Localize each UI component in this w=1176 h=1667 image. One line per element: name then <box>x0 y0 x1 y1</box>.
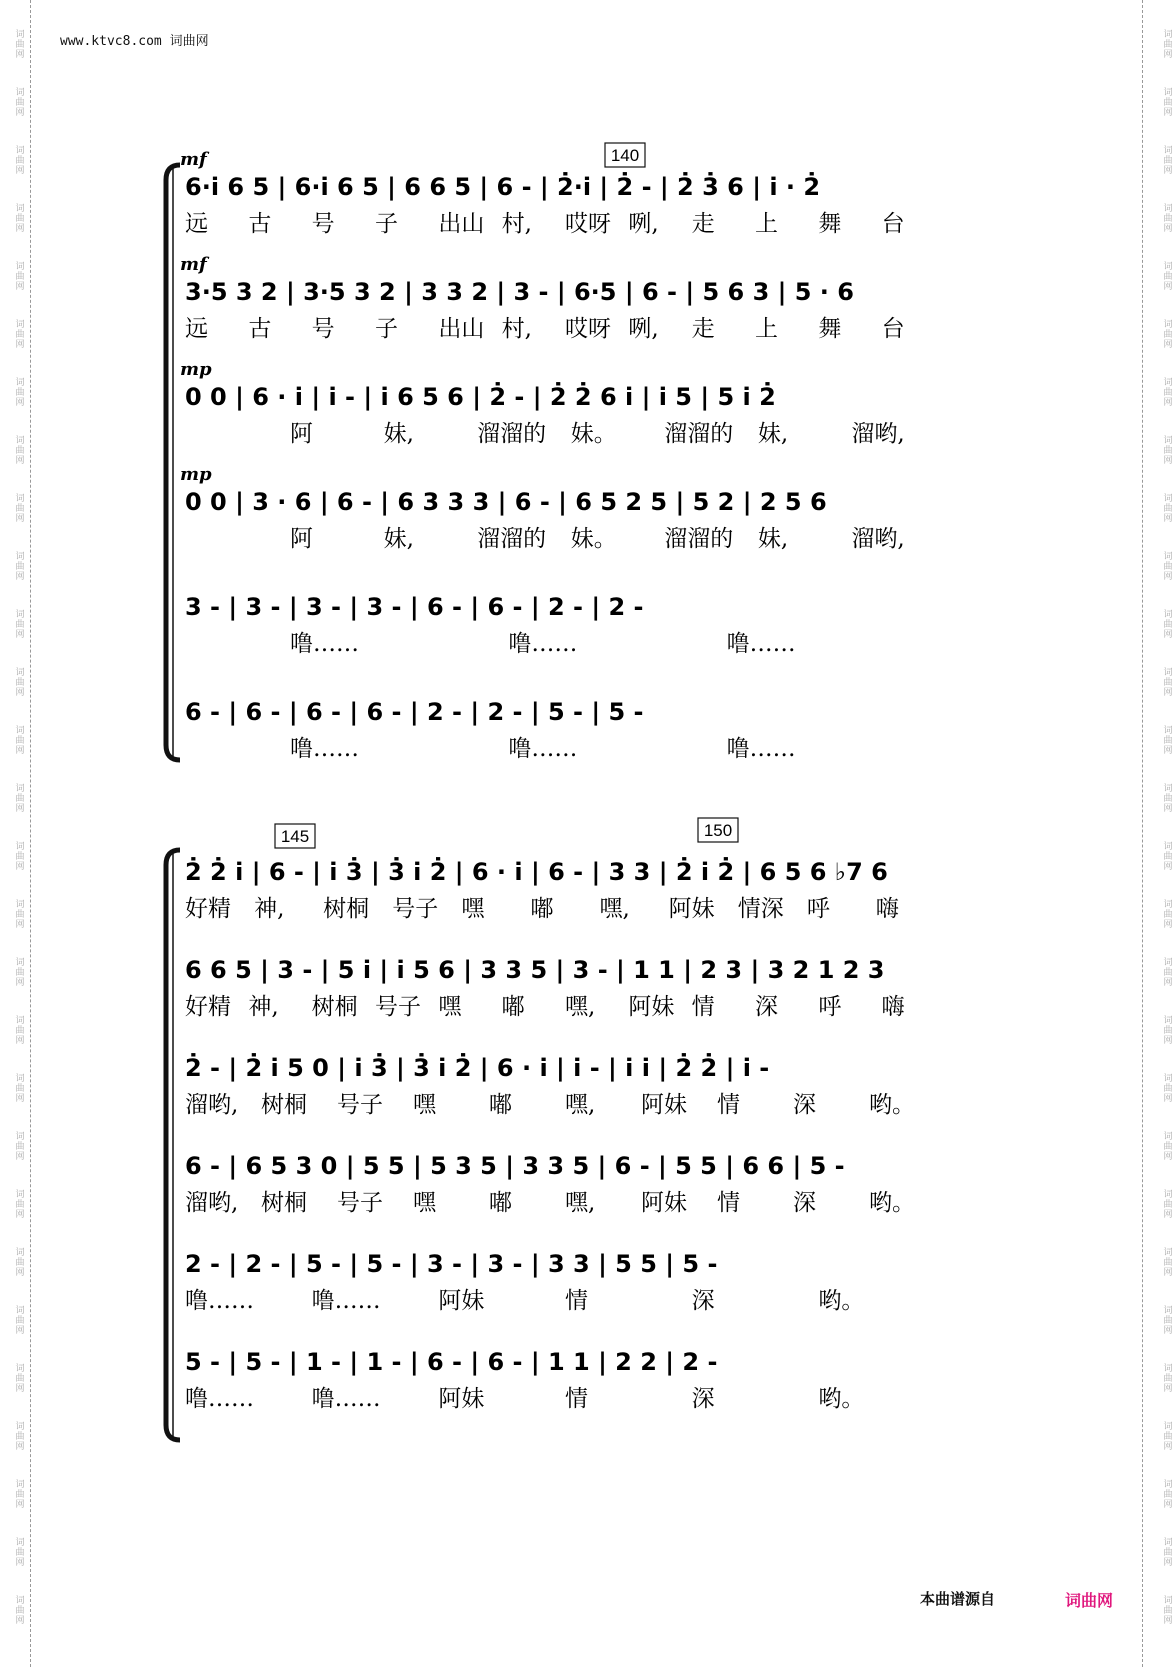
lyric-syllable: 号子 <box>337 1190 383 1216</box>
watermark-text: 词 曲 网 <box>15 1190 25 1220</box>
watermark-text: 词 曲 网 <box>1163 784 1173 814</box>
watermark-text: 词 曲 网 <box>1163 1074 1173 1104</box>
lyric-syllable: 哟。 <box>818 1386 865 1412</box>
lyric-syllable: 哟。 <box>869 1092 915 1118</box>
watermark-text: 词 曲 网 <box>15 1074 25 1104</box>
lyric-syllable: 号子 <box>337 1092 383 1118</box>
lyric-syllable: 噜…… <box>185 1288 254 1314</box>
lyric-syllable: 情深 <box>737 896 784 922</box>
lyric-syllable: 嘿 <box>438 994 462 1020</box>
lyric-syllable: 噜…… <box>726 736 796 762</box>
lyric-syllable: 呼 <box>806 896 830 922</box>
watermark-text: 词 曲 网 <box>15 204 25 234</box>
lyric-syllable: 哎呀 <box>565 316 611 342</box>
measure-number-145: 145 <box>280 827 310 846</box>
notation-line: 2̇ - | 2̇ i̇ 5 0 | i̇ 3̇ | 3̇ i̇ 2̇ | 6 · i̇ | i̇ - | i̇ i̇ | 2̇ 2̇ | i̇ - <box>185 1054 770 1082</box>
watermark-text: 词 曲 网 <box>15 900 25 930</box>
lyric-syllable: 号子 <box>392 896 439 922</box>
watermark-text: 词 曲 网 <box>1163 436 1173 466</box>
lyric-syllable: 噜…… <box>508 631 578 657</box>
dynamic-marking: mp <box>180 464 212 485</box>
watermark-text: 词 曲 网 <box>1163 1132 1173 1162</box>
lyric-syllable: 嗨 <box>881 994 905 1020</box>
watermark-text: 词 曲 网 <box>15 30 25 60</box>
watermark-text: 词 曲 网 <box>15 494 25 524</box>
notation-line: 2̇ 2̇ i̇ | 6 - | i̇ 3̇ | 3̇ i̇ 2̇ | 6 · i̇ | 6 - | 3 3 | 2̇ i̇ 2̇ | 6 5 6 ♭7 6 <box>185 858 888 886</box>
lyric-syllable: 子 <box>375 211 398 237</box>
lyric-syllable: 嘟 <box>489 1190 512 1216</box>
lyric-syllable: 远 <box>185 316 208 342</box>
lyric-syllable: 古 <box>248 316 272 342</box>
watermark-text: 词 曲 网 <box>15 668 25 698</box>
lyric-syllable: 阿妹 <box>438 1386 485 1412</box>
lyric-syllable: 树桐 <box>261 1190 307 1216</box>
watermark-text: 词 曲 网 <box>1163 1596 1173 1626</box>
lyric-syllable: 妹, <box>383 526 414 552</box>
lyric-syllable: 阿妹 <box>438 1288 485 1314</box>
notation-line: 2 - | 2 - | 5 - | 5 - | 3 - | 3 - | 3 3 | 5 5 | 5 - <box>185 1250 718 1278</box>
watermark-text: 词 曲 网 <box>1163 726 1173 756</box>
source-header: www.ktvc8.com 词曲网 <box>60 34 209 49</box>
lyric-syllable: 走 <box>691 211 715 237</box>
lyric-syllable: 村, <box>501 316 532 342</box>
notation-line: 6 6 5 | 3 - | 5 i̇ | i̇ 5 6 | 3 3 5 | 3 - | 1 1 | 2 3 | 3 2 1 2 3 <box>185 956 885 984</box>
lyric-syllable: 溜哟, <box>185 1190 239 1216</box>
dynamic-marking: mf <box>180 254 207 275</box>
lyric-syllable: 深 <box>793 1092 816 1118</box>
lyric-syllable: 呼 <box>818 994 842 1020</box>
notation-line: 6 - | 6 - | 6 - | 6 - | 2 - | 2 - | 5 - | 5 - <box>185 698 644 726</box>
watermark-text: 词 曲 网 <box>15 1248 25 1278</box>
lyric-syllable: 咧, <box>628 211 659 237</box>
lyric-syllable: 远 <box>185 211 208 237</box>
watermark-text: 词 曲 网 <box>1163 900 1173 930</box>
lyric-syllable: 噜…… <box>508 736 578 762</box>
lyric-syllable: 嘿, <box>565 994 596 1020</box>
notation-line: 3·5 3 2 | 3·5 3 2 | 3 3 2 | 3 - | 6·5 | 6 - | 5 6 3 | 5 · 6 <box>185 278 854 306</box>
lyric-syllable: 阿妹 <box>668 896 715 922</box>
lyric-syllable: 情 <box>717 1092 740 1118</box>
lyric-syllable: 神, <box>254 896 285 922</box>
watermark-text: 词 曲 网 <box>1163 1248 1173 1278</box>
lyric-syllable: 出山 <box>438 316 485 342</box>
watermark-text: 词 曲 网 <box>15 1538 25 1568</box>
watermark-text: 词 曲 网 <box>1163 1480 1173 1510</box>
lyric-syllable: 噜…… <box>185 1386 254 1412</box>
lyric-syllable: 村, <box>501 211 532 237</box>
lyric-syllable: 哟。 <box>869 1190 915 1216</box>
lyric-syllable: 台 <box>881 316 905 342</box>
lyric-syllable: 妹, <box>757 526 789 552</box>
lyric-syllable: 阿 <box>290 526 313 552</box>
lyric-syllable: 噜…… <box>290 631 359 657</box>
watermark-text: 词 曲 网 <box>15 1306 25 1336</box>
watermark-text: 词 曲 网 <box>1163 1364 1173 1394</box>
lyric-syllable: 溜溜的 <box>664 526 734 552</box>
lyric-syllable: 溜哟, <box>185 1092 239 1118</box>
lyric-syllable: 出山 <box>438 211 485 237</box>
lyric-syllable: 阿 <box>290 421 313 447</box>
watermark-text: 词 曲 网 <box>15 784 25 814</box>
lyric-syllable: 嘟 <box>489 1092 512 1118</box>
lyric-syllable: 号子 <box>375 994 421 1020</box>
lyric-syllable: 妹。 <box>570 421 617 447</box>
watermark-text: 词 曲 网 <box>15 726 25 756</box>
lyric-syllable: 溜溜的 <box>664 421 734 447</box>
lyric-syllable: 妹, <box>383 421 414 447</box>
watermark-text: 词 曲 网 <box>15 146 25 176</box>
dynamic-marking: mp <box>180 359 212 380</box>
watermark-text: 词 曲 网 <box>1163 1190 1173 1220</box>
watermark-text: 词 曲 网 <box>15 610 25 640</box>
watermark-text: 词 曲 网 <box>15 842 25 872</box>
watermark-text: 词 曲 网 <box>1163 1422 1173 1452</box>
lyric-syllable: 嘿 <box>413 1190 436 1216</box>
lyric-syllable: 情 <box>691 994 715 1020</box>
lyric-syllable: 台 <box>881 211 905 237</box>
watermark-text: 词 曲 网 <box>1163 668 1173 698</box>
lyric-syllable: 上 <box>755 211 778 237</box>
lyric-syllable: 走 <box>691 316 715 342</box>
watermark-text: 词 曲 网 <box>1163 494 1173 524</box>
lyric-syllable: 嘿, <box>565 1190 596 1216</box>
lyric-syllable: 情 <box>565 1386 588 1412</box>
footer-site-link[interactable]: 词曲网 <box>1065 1591 1114 1610</box>
watermark-text: 词 曲 网 <box>1163 610 1173 640</box>
watermark-text: 词 曲 网 <box>15 958 25 988</box>
notation-line: 3 - | 3 - | 3 - | 3 - | 6 - | 6 - | 2 - | 2 - <box>185 593 644 621</box>
lyric-syllable: 深 <box>691 1288 715 1314</box>
watermark-text: 词 曲 网 <box>1163 88 1173 118</box>
lyric-syllable: 妹, <box>757 421 789 447</box>
dynamic-marking: mf <box>180 149 207 170</box>
lyric-syllable: 溜溜的 <box>477 526 547 552</box>
lyric-syllable: 深 <box>793 1190 816 1216</box>
lyric-syllable: 树桐 <box>323 896 370 922</box>
watermark-text: 词 曲 网 <box>1163 378 1173 408</box>
notation-line: 6·i̇ 6 5 | 6·i̇ 6 5 | 6 6 5 | 6 - | 2̇·i̇ | 2̇ - | 2̇ 3̇ 6 | i̇ · 2̇ <box>185 173 821 201</box>
watermark-text: 词 曲 网 <box>1163 320 1173 350</box>
lyric-syllable: 嘟 <box>530 896 554 922</box>
lyric-syllable: 噜…… <box>290 736 359 762</box>
lyric-syllable: 舞 <box>818 211 842 237</box>
watermark-text: 词 曲 网 <box>15 1364 25 1394</box>
lyric-syllable: 号 <box>311 316 335 342</box>
lyric-syllable: 溜溜的 <box>477 421 547 447</box>
lyric-syllable: 号 <box>311 211 335 237</box>
lyric-syllable: 舞 <box>818 316 842 342</box>
watermark-text: 词 曲 网 <box>1163 1306 1173 1336</box>
lyric-syllable: 子 <box>375 316 398 342</box>
watermark-text: 词 曲 网 <box>15 552 25 582</box>
measure-number-140: 140 <box>610 146 640 165</box>
watermark-text: 词 曲 网 <box>1163 552 1173 582</box>
lyric-syllable: 咧, <box>628 316 659 342</box>
lyric-syllable: 情 <box>565 1288 588 1314</box>
notation-line: 5 - | 5 - | 1 - | 1 - | 6 - | 6 - | 1 1 | 2 2 | 2 - <box>185 1348 718 1376</box>
watermark-text: 词 曲 网 <box>15 1596 25 1626</box>
lyric-syllable: 好精 <box>185 994 231 1020</box>
lyric-syllable: 嘟 <box>501 994 525 1020</box>
lyric-syllable: 阿妹 <box>641 1190 687 1216</box>
lyric-syllable: 嘿 <box>461 896 485 922</box>
watermark-text: 词 曲 网 <box>1163 262 1173 292</box>
watermark-text: 词 曲 网 <box>1163 842 1173 872</box>
watermark-text: 词 曲 网 <box>15 378 25 408</box>
watermark-text: 词 曲 网 <box>15 88 25 118</box>
notation-line: 0 0 | 6 · i̇ | i̇ - | i̇ 6 5 6 | 2̇ - | 2̇ 2̇ 6 i̇ | i̇ 5 | 5 i̇ 2̇ <box>185 383 776 411</box>
lyric-syllable: 嘿 <box>413 1092 436 1118</box>
lyric-syllable: 嘿, <box>565 1092 596 1118</box>
watermark-text: 词 曲 网 <box>1163 1016 1173 1046</box>
lyric-syllable: 古 <box>248 211 272 237</box>
watermark-text: 词 曲 网 <box>15 1480 25 1510</box>
lyric-syllable: 溜哟, <box>851 421 905 447</box>
lyric-syllable: 情 <box>717 1190 740 1216</box>
watermark-text: 词 曲 网 <box>1163 30 1173 60</box>
watermark-text: 词 曲 网 <box>15 320 25 350</box>
footer-source-label: 本曲谱源自 <box>920 1590 996 1608</box>
lyric-syllable: 上 <box>755 316 778 342</box>
watermark-text: 词 曲 网 <box>1163 1538 1173 1568</box>
lyric-syllable: 树桐 <box>261 1092 307 1118</box>
lyric-syllable: 嗨 <box>875 896 899 922</box>
lyric-syllable: 溜哟, <box>851 526 905 552</box>
lyric-syllable: 树桐 <box>311 994 358 1020</box>
measure-number-150: 150 <box>703 821 733 840</box>
watermark-text: 词 曲 网 <box>15 1422 25 1452</box>
lyric-syllable: 深 <box>691 1386 715 1412</box>
watermark-text: 词 曲 网 <box>1163 958 1173 988</box>
lyric-syllable: 妹。 <box>570 526 617 552</box>
watermark-text: 词 曲 网 <box>15 436 25 466</box>
lyric-syllable: 嘿, <box>599 896 630 922</box>
lyric-syllable: 哎呀 <box>565 211 611 237</box>
lyric-syllable: 噜…… <box>311 1288 381 1314</box>
lyric-syllable: 阿妹 <box>641 1092 687 1118</box>
lyric-syllable: 好精 <box>185 896 231 922</box>
lyric-syllable: 深 <box>755 994 778 1020</box>
notation-line: 6 - | 6 5 3 0 | 5 5 | 5 3 5 | 3 3 5 | 6 - | 5 5 | 6 6 | 5 - <box>185 1152 845 1180</box>
lyric-syllable: 噜…… <box>726 631 796 657</box>
lyric-syllable: 哟。 <box>818 1288 865 1314</box>
watermark-text: 词 曲 网 <box>15 1016 25 1046</box>
notation-line: 0 0 | 3 · 6 | 6 - | 6 3 3 3 | 6 - | 6 5 2 5 | 5 2 | 2 5 6 <box>185 488 827 516</box>
lyric-syllable: 噜…… <box>311 1386 381 1412</box>
watermark-text: 词 曲 网 <box>15 262 25 292</box>
lyric-syllable: 神, <box>248 994 279 1020</box>
watermark-text: 词 曲 网 <box>1163 146 1173 176</box>
lyric-syllable: 阿妹 <box>628 994 675 1020</box>
watermark-text: 词 曲 网 <box>15 1132 25 1162</box>
watermark-text: 词 曲 网 <box>1163 204 1173 234</box>
